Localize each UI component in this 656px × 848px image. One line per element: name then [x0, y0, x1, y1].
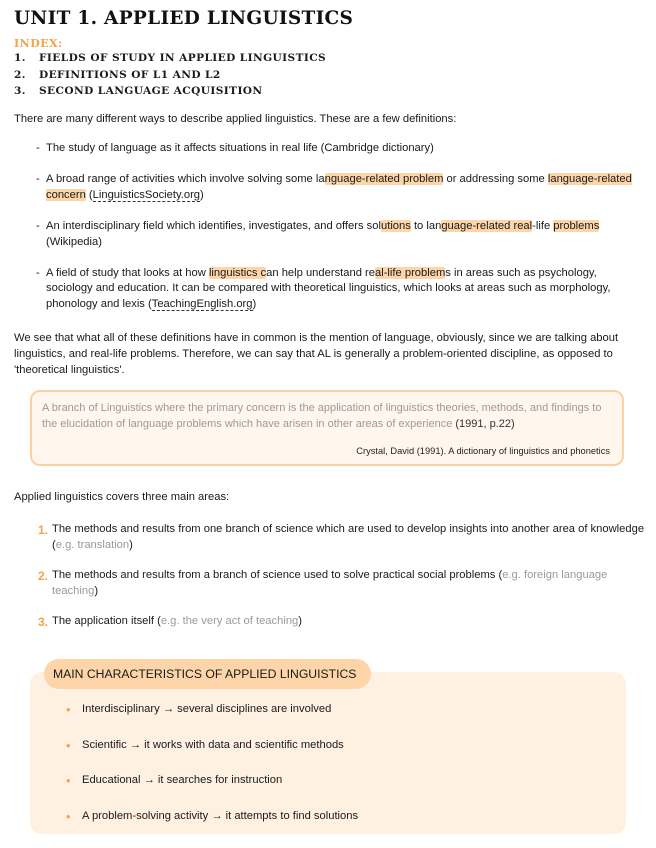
characteristics-list — [66, 702, 358, 844]
source-link[interactable]: TeachingEnglish.org — [151, 298, 253, 311]
quote-year: (1991, p.22) — [452, 417, 515, 430]
areas-list — [38, 522, 646, 630]
characteristic-item: • Interdisciplinary → several disciplines are involved — [66, 702, 358, 738]
source-link[interactable]: LinguisticsSociety.org — [92, 188, 201, 201]
quote-box — [30, 390, 624, 466]
definition-item: - A broad range of activities which involve solving some language-related problem or addressing some language-related concern (LinguisticsSociety.org) — [36, 172, 632, 201]
characteristic-item: • A problem-solving activity → it attempts to find solutions — [66, 809, 358, 845]
example-text: e.g. translation — [55, 538, 130, 551]
bullet-icon: • — [66, 702, 71, 717]
example-text: e.g. foreign language teaching — [52, 568, 608, 597]
bullet-icon: • — [66, 737, 71, 753]
quote-citation: Crystal, David (1991). A dictionary of linguistics and phonetics — [356, 446, 610, 456]
highlight: linguistics c — [208, 266, 267, 279]
index-label: INDEX: — [14, 37, 63, 50]
example-text: e.g. the very act of teaching — [160, 614, 299, 627]
index-list — [14, 51, 326, 101]
quote-text: A branch of Linguistics where the primary concern is the application of linguistics theories, methods, and findings to the elucidation of language problems which have arisen in other areas of experience (1991, p.22) — [42, 402, 602, 430]
highlight: al-life problem — [375, 266, 446, 279]
area-item: 2. The methods and results from a branch of science used to solve practical social problems (e.g. foreign language teaching) — [38, 568, 608, 597]
intro-paragraph: There are many different ways to describe applied linguistics. These are a few definitions: — [14, 113, 457, 125]
highlight: problems — [553, 219, 600, 232]
index-item: 1. FIELDS OF STUDY IN APPLIED LINGUISTICS — [14, 52, 327, 64]
highlight: utions — [380, 219, 411, 232]
unit-title: UNIT 1. APPLIED LINGUISTICS — [14, 8, 354, 29]
index-item: 3. SECOND LANGUAGE ACQUISITION — [14, 85, 263, 97]
highlight: language-related concern — [46, 172, 632, 201]
characteristic-item: • Scientific → it works with data and scientific methods — [66, 738, 358, 774]
definitions-list — [36, 141, 646, 313]
area-item: 1. The methods and results from one branch of science which are used to develop insights into another area of knowledge (e.g. translation) — [38, 523, 645, 551]
covers-paragraph: Applied linguistics covers three main areas: — [14, 491, 230, 503]
characteristics-heading: MAIN CHARACTERISTICS OF APPLIED LINGUISTICS — [44, 659, 371, 689]
area-item: 3. The application itself (e.g. the very act of teaching) — [38, 614, 303, 629]
definition-item: - The study of language as it affects situations in real life (Cambridge dictionary) — [36, 142, 434, 154]
definition-item: - A field of study that looks at how linguistics can help understand real-life problems in areas such as psychology, sociology and education. It can be compared with theoretical linguistics, which looks at areas such as morphology, phonology and lexis (TeachingEnglish.org) — [36, 266, 611, 311]
highlight: guage-related real — [441, 219, 533, 232]
bullet-icon: • — [66, 808, 71, 824]
summary-paragraph: We see that what all of these definitions have in common is the mention of language, obviously, since we are talking about linguistics, and real-life problems. Therefore, we can say that AL is generally a problem-oriented discipline, as opposed to 'theoretical linguistics'. — [14, 332, 619, 376]
index-item: 2. DEFINITIONS OF L1 AND L2 — [14, 68, 221, 81]
definition-item: - An interdisciplinary field which identifies, investigates, and offers solutions to language-related real-life problems (Wikipedia) — [36, 219, 600, 248]
highlight: nguage-related problem — [324, 172, 444, 185]
characteristic-item: • Educational → it searches for instruction — [66, 773, 358, 809]
bullet-icon: • — [66, 773, 71, 788]
